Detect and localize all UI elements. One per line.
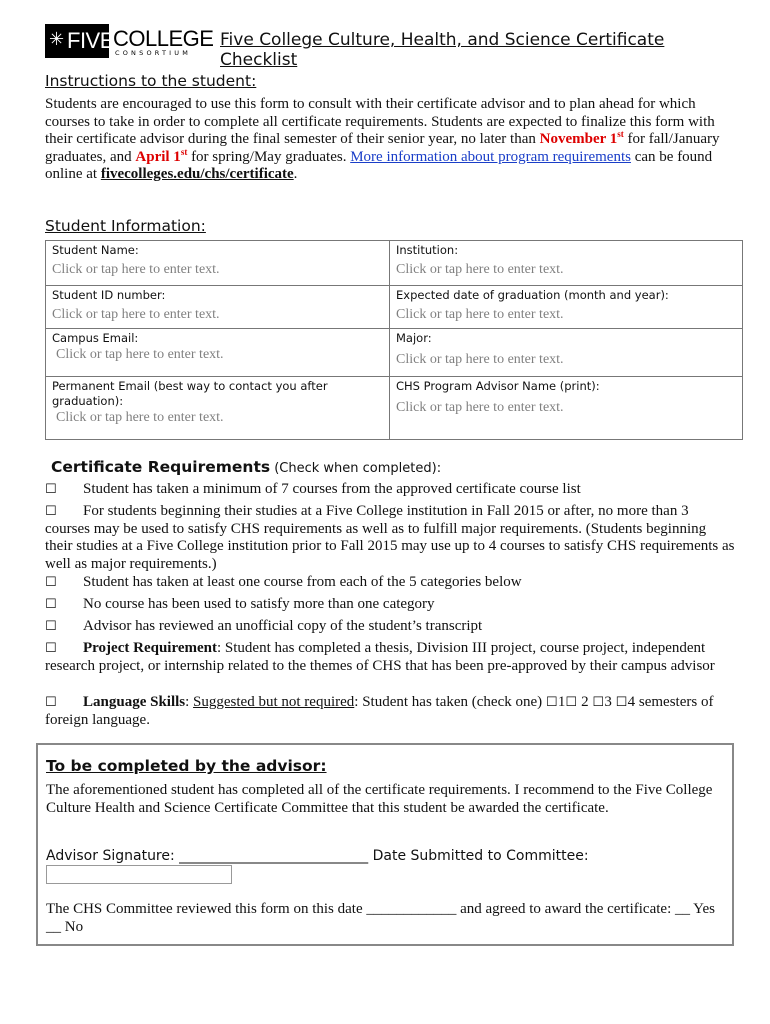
language-option-checkbox[interactable]: ☐	[592, 695, 605, 710]
date-submitted-input[interactable]	[46, 865, 232, 884]
institution-label: Institution:	[396, 243, 459, 257]
perm-email-label: Permanent Email (best way to contact you after graduation):	[52, 379, 328, 408]
language-option-checkbox[interactable]: ☐	[565, 695, 578, 710]
certificate-url[interactable]: fivecolleges.edu/chs/certificate	[100, 166, 294, 182]
deadline-spring: April 1st	[135, 146, 188, 165]
advisor-signature-line: Advisor Signature: ___________________________ Date Submitted to Committee:	[46, 848, 589, 864]
institution-input[interactable]: Click or tap here to enter text.	[396, 262, 564, 277]
major-label: Major:	[396, 331, 432, 345]
requirement-item: ☐ Student has taken at least one course from each of the 5 categories below	[45, 574, 522, 590]
requirement-checkbox[interactable]: ☐	[45, 619, 57, 634]
major-cell	[390, 329, 742, 376]
advisor-name-cell	[390, 377, 742, 439]
requirement-item: ☐ No course has been used to satisfy more than one category	[45, 596, 435, 612]
requirement-checkbox[interactable]: ☐	[45, 504, 57, 519]
project-requirement-label: Project Requirement	[83, 640, 217, 656]
program-requirements-link[interactable]: More information about program requirements	[350, 148, 631, 165]
five-college-logo	[45, 24, 214, 58]
advisor-section	[36, 743, 734, 946]
cert-requirements-heading	[51, 457, 441, 476]
logo-five-text: FIVE	[67, 28, 114, 53]
student-name-cell	[46, 241, 389, 285]
student-id-input[interactable]: Click or tap here to enter text.	[52, 307, 220, 322]
campus-email-label: Campus Email:	[52, 331, 139, 345]
deadline-fall: November 1st	[539, 129, 624, 147]
campus-email-cell	[46, 329, 389, 376]
cert-heading-text: Certificate Requirements	[51, 458, 271, 476]
advisor-name-input[interactable]: Click or tap here to enter text.	[396, 400, 564, 415]
project-requirement-item: ☐ Project Requirement: Student has completed a thesis, Division III project, course project, independent research project, or internship related to the themes of CHS that has been pre-approved by their campus advisor	[45, 640, 715, 674]
instructions-heading: Instructions to the student:	[45, 72, 257, 90]
advisor-statement: The aforementioned student has completed all of the certificate requirements. I recommend to the Five College Culture Health and Science Certificate Committee that this student be awarded the certificate.	[46, 782, 713, 816]
cert-heading-note: (Check when completed):	[270, 461, 442, 476]
logo-star-icon: ✳	[49, 29, 65, 50]
perm-email-cell	[46, 377, 389, 439]
student-id-label: Student ID number:	[52, 288, 166, 302]
advisor-heading: To be completed by the advisor:	[46, 757, 327, 775]
advisor-name-label: CHS Program Advisor Name (print):	[396, 379, 600, 393]
perm-email-input[interactable]: Click or tap here to enter text.	[56, 410, 224, 425]
language-skills-label: Language Skills	[83, 694, 186, 710]
language-option-checkbox[interactable]: ☐	[615, 695, 628, 710]
student-info-table	[45, 240, 743, 440]
student-id-cell	[46, 286, 389, 328]
grad-date-label: Expected date of graduation (month and year):	[396, 288, 669, 302]
grad-date-cell	[390, 286, 742, 328]
language-skills-item: ☐ Language Skills: Suggested but not required: Student has taken (check one) ☐1☐ 2 ☐3 ☐4 semesters of foreign language.	[45, 694, 714, 728]
committee-review-text: The CHS Committee reviewed this form on this date ____________ and agreed to award the certificate: __ Yes __ No	[46, 901, 716, 935]
instructions-text-4: can be found online at	[45, 148, 713, 182]
requirement-item: ☐ For students beginning their studies at a Five College institution in Fall 2015 or after, no more than 3 courses may be used to satisfy CHS requirements as well as to fulfill major requirements. (Students beginning their studies at a Five College institution prior to Fall 2015 may use up to 4 courses to satisfy CHS requirements as well as major requirements.)	[45, 503, 735, 572]
requirement-item: ☐ Advisor has reviewed an unofficial copy of the student’s transcript	[45, 618, 483, 634]
institution-cell	[390, 241, 742, 285]
instructions-text-1: Students are encouraged to use this form to consult with their certificate advisor and to plan ahead for which courses to take in order to complete all certificate requirements. Students are expected to finalize this form with their certificate advisor during the final semester of their senior year, no later than	[45, 96, 715, 147]
major-input[interactable]: Click or tap here to enter text.	[396, 352, 564, 367]
instructions-paragraph: Students are encouraged to use this form to consult with their certificate advisor and to plan ahead for which courses to take in order to complete all certificate requirements. Students are expected to finalize this form with their certificate advisor during the final semester of their senior year, no later than November 1st for fall/January graduates, and April 1st for spring/May graduates. More information about program requirements can be found online at fivecolleges.edu/chs/certificate.	[45, 96, 720, 182]
logo-college-text: COLLEGE	[113, 26, 214, 51]
student-name-label: Student Name:	[52, 243, 139, 257]
requirement-item: ☐ Student has taken a minimum of 7 courses from the approved certificate course list	[45, 481, 581, 497]
language-suggested-note: Suggested but not required	[193, 694, 355, 710]
requirement-checkbox[interactable]: ☐	[45, 641, 57, 656]
language-option-checkbox[interactable]: ☐	[545, 695, 558, 710]
instructions-text-2: for fall/January graduates, and	[45, 131, 720, 165]
student-name-input[interactable]: Click or tap here to enter text.	[52, 262, 220, 277]
grad-date-input[interactable]: Click or tap here to enter text.	[396, 307, 564, 322]
requirement-checkbox[interactable]: ☐	[45, 695, 57, 710]
campus-email-input[interactable]: Click or tap here to enter text.	[56, 347, 224, 362]
logo-consortium-text: CONSORTIUM	[115, 49, 192, 57]
requirement-checkbox[interactable]: ☐	[45, 597, 57, 612]
requirement-checkbox[interactable]: ☐	[45, 575, 57, 590]
requirement-checkbox[interactable]: ☐	[45, 482, 57, 497]
instructions-text-3: for spring/May graduates.	[187, 148, 351, 165]
student-info-heading: Student Information:	[45, 217, 206, 235]
page-title: Five College Culture, Health, and Science Certificate Checklist	[220, 30, 665, 70]
